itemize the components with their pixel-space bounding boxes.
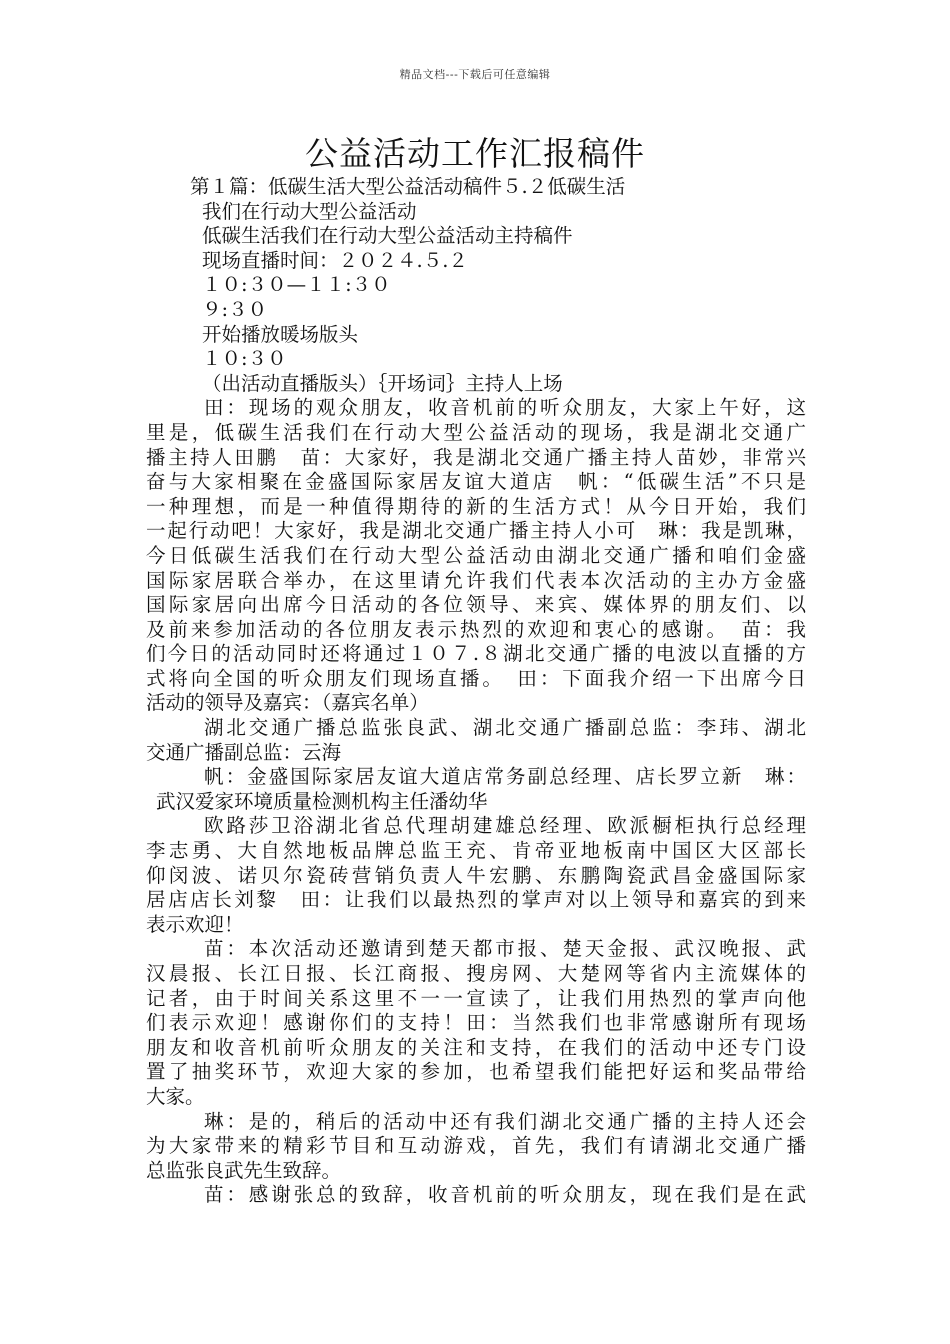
body-line: 现场直播时间：２０２４.５.２	[202, 248, 468, 272]
body-line: 欧路莎卫浴湖北省总代理胡建雄总经理、欧派橱柜执行总经理	[204, 814, 806, 838]
body-line: 大家。	[146, 1084, 205, 1108]
body-line: 田：现场的观众朋友，收音机前的听众朋友，大家上午好，这	[204, 396, 806, 420]
body-line: 苗：本次活动还邀请到楚天都市报、楚天金报、武汉晚报、武	[204, 937, 806, 961]
body-line: 帆：金盛国际家居友谊大道店常务副总经理、店长罗立新 琳：	[204, 765, 806, 789]
header-note: 精品文档---下载后可任意编辑	[399, 68, 551, 81]
body-line: 今日低碳生活我们在行动大型公益活动由湖北交通广播和咱们金盛	[146, 543, 806, 567]
body-line: 里是，低碳生活我们在行动大型公益活动的现场，我是湖北交通广	[146, 420, 806, 444]
body-line: １０:３０—１１:３０	[202, 273, 391, 297]
body-line: 及前来参加活动的各位朋友表示热烈的欢迎和衷心的感谢。 苗：我	[146, 617, 806, 641]
body-line: 苗：感谢张总的致辞，收音机前的听众朋友，现在我们是在武	[204, 1183, 806, 1207]
document-body	[146, 175, 806, 1208]
body-line: 们今日的活动同时还将通过１０７.８湖北交通广播的电波以直播的方	[146, 642, 806, 666]
body-line: 交通广播副总监：云海	[146, 740, 342, 764]
body-line: 奋与大家相聚在金盛国际家居友谊大道店 帆：“低碳生活”不只是	[146, 470, 806, 494]
body-line: 总监张良武先生致辞。	[146, 1158, 342, 1182]
body-line: 朋友和收音机前听众朋友的关注和支持，在我们的活动中还专门设	[146, 1035, 806, 1059]
document-title: 公益活动工作汇报稿件	[305, 134, 645, 173]
body-line: 第１篇：低碳生活大型公益活动稿件５.２低碳生活	[190, 175, 626, 198]
body-line: 式将向全国的听众朋友们现场直播。 田：下面我介绍一下出席今日	[146, 666, 806, 690]
body-line: 活动的领导及嘉宾：（嘉宾名单）	[146, 691, 429, 715]
body-line: 居店店长刘黎 田：让我们以最热烈的掌声对以上领导和嘉宾的到来	[146, 888, 806, 912]
body-line: （出活动直播版头）｛开场词｝主持人上场	[202, 371, 563, 395]
body-line: 国际家居向出席今日活动的各位领导、来宾、媒体界的朋友们、以	[146, 593, 806, 617]
body-line: 记者，由于时间关系这里不一一宣读了，让我们用热烈的掌声向他	[146, 986, 806, 1010]
body-line: 们表示欢迎！感谢你们的支持！田：当然我们也非常感谢所有现场	[146, 1011, 806, 1035]
body-line: 琳：是的，稍后的活动中还有我们湖北交通广播的主持人还会	[204, 1109, 806, 1133]
body-line: 一种理想，而是一种值得期待的新的生活方式！从今日开始，我们	[146, 494, 806, 518]
body-line: 一起行动吧！大家好，我是湖北交通广播主持人小可 琳：我是凯琳，	[146, 519, 806, 543]
body-line: 播主持人田鹏 苗：大家好，我是湖北交通广播主持人苗妙，非常兴	[146, 445, 806, 469]
body-line: 武汉爱家环境质量检测机构主任潘幼华	[156, 789, 488, 813]
body-line: １０:３０	[202, 347, 287, 371]
body-line: 湖北交通广播总监张良武、湖北交通广播副总监：李玮、湖北	[204, 716, 806, 740]
body-line: 汉晨报、长江日报、长江商报、搜房网、大楚网等省内主流媒体的	[146, 962, 806, 985]
body-line: 低碳生活我们在行动大型公益活动主持稿件	[202, 224, 573, 248]
body-line: 我们在行动大型公益活动	[202, 199, 417, 223]
body-line: 仰闵波、诺贝尔瓷砖营销负责人牛宏鹏、东鹏陶瓷武昌金盛国际家	[146, 863, 806, 887]
body-line: 表示欢迎！	[146, 912, 244, 936]
body-line: 置了抽奖环节，欢迎大家的参加，也希望我们能把好运和奖品带给	[146, 1060, 806, 1084]
body-line: 李志勇、大自然地板品牌总监王充、肯帝亚地板南中国区大区部长	[146, 839, 806, 863]
body-line: 为大家带来的精彩节目和互动游戏，首先，我们有请湖北交通广播	[146, 1134, 806, 1158]
body-line: 开始播放暖场版头	[202, 322, 359, 346]
body-line: ９:３０	[202, 297, 268, 321]
body-line: 国际家居联合举办，在这里请允许我们代表本次活动的主办方金盛	[146, 568, 806, 592]
